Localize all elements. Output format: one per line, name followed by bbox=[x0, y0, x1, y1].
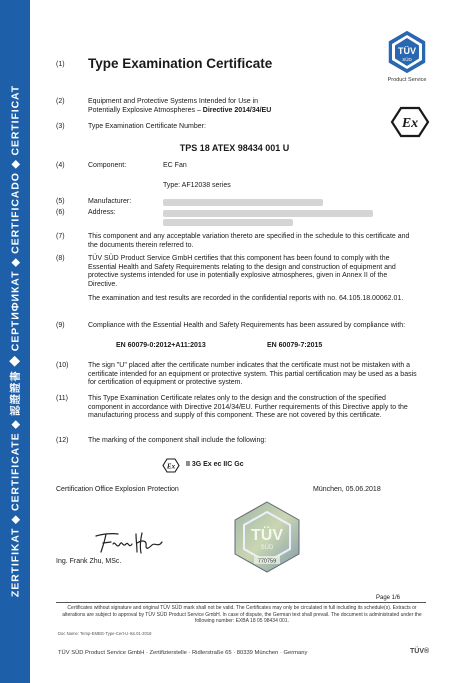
svg-text:Ex: Ex bbox=[166, 462, 176, 471]
component-value: EC Fan bbox=[163, 162, 187, 169]
item-number: (3) bbox=[56, 123, 65, 130]
item-number: (10) bbox=[56, 362, 69, 369]
address-value-redacted bbox=[163, 219, 293, 226]
footer-disclaimer: Certificates without signature and original TÜV SÜD mark shall not be valid. The Certificates may only be circulated in full including its schedule(s). Extracts or alterations are subject to approval by TÜV SÜD Product Service GmbH. In case of dispute, the German text shall prevail. The document is administrated under the following number: EXBA 18 05 98434 001. bbox=[62, 605, 422, 624]
compliance-text: TÜV SÜD Product Service GmbH certifies that this component has been found to comply with the Essential Health and Safety Requirements relating to the design and construction of equipment and protective systems intended for use in potentially explosive atmospheres, given in Annex II of the Directive. bbox=[88, 255, 396, 288]
footer-tuv-mark: TÜV® bbox=[410, 648, 430, 655]
seal-sub: SÜD bbox=[260, 545, 274, 551]
item-number: (5) bbox=[56, 198, 65, 205]
certificate-number: TPS 18 ATEX 98434 001 U bbox=[179, 143, 290, 153]
item-number: (11) bbox=[56, 395, 68, 402]
item-number: (7) bbox=[56, 233, 65, 240]
signatory-name: Ing. Frank Zhu, MSc. bbox=[56, 558, 122, 565]
scope-text: This Type Examination Certificate relates only to the design and the construction of the specified component in accordance with Directive 2014/34/EU. Further requirements of this Directive apply to the manufacturing process and supply of this component. These are not covered by this certificate. bbox=[88, 395, 408, 420]
certificate-sidebar-band bbox=[0, 0, 30, 683]
logo-sub: SÜD bbox=[402, 57, 412, 62]
doc-name: Doc Name: Temp-EMBG-Type-Cert-U-Iss.01-2018 bbox=[58, 631, 152, 636]
sidebar-text: ZERTIFIKAT ◆ CERTIFICATE ◆ 認證證書 ◆ СЕРТИФИКАТ ◆ CERTIFICADO ◆ CERTIFICAT bbox=[9, 84, 22, 598]
cert-number-label: Type Examination Certificate Number: bbox=[88, 123, 206, 130]
place-date: München, 05.06.2018 bbox=[313, 486, 381, 493]
marking-intro: The marking of the component shall include the following: bbox=[88, 437, 267, 444]
ex-symbol-text: Ex bbox=[401, 116, 419, 131]
address-value-redacted bbox=[163, 210, 373, 217]
tuv-hologram-seal-icon bbox=[232, 500, 302, 574]
component-label: Component: bbox=[88, 162, 127, 169]
marking-code: II 3G Ex ec IIC Gc bbox=[186, 461, 244, 468]
manufacturer-label: Manufacturer: bbox=[88, 198, 132, 205]
item-number: (1) bbox=[56, 61, 65, 68]
certification-office: Certification Office Explosion Protection bbox=[56, 486, 179, 493]
sign-u-text: The sign "U" placed after the certificate number indicates that the certificate must not be mistaken with a certificate intended for an equipment or protective system. This partial certification may be used as a basis for certification of equipment or protective system. bbox=[88, 362, 417, 387]
page-number: Page 1/6 bbox=[376, 595, 401, 601]
tuv-sud-logo-icon bbox=[384, 29, 430, 75]
item-number: (8) bbox=[56, 255, 65, 262]
component-type: Type: AF12038 series bbox=[163, 182, 231, 189]
product-service-label: Product Service bbox=[387, 77, 427, 83]
footer-divider bbox=[56, 602, 426, 603]
ex-marking-icon bbox=[162, 458, 180, 473]
footer-address: TÜV SÜD Product Service GmbH · Zertifizierstelle · Ridlerstraße 65 · 80339 München · Germany bbox=[58, 650, 308, 656]
standard-1: EN 60079-0:2012+A11:2013 bbox=[116, 342, 206, 349]
logo-text: TÜV bbox=[398, 46, 416, 56]
directive-text: Equipment and Protective Systems Intended for Use in Potentially Explosive Atmospheres – Directive 2014/34/EU bbox=[88, 98, 272, 114]
handwritten-signature bbox=[92, 528, 172, 556]
ex-hexagon-icon bbox=[390, 106, 430, 138]
report-text: The examination and test results are recorded in the confidential reports with no. 64.105.18.00062.01. bbox=[88, 295, 404, 302]
item-number: (6) bbox=[56, 209, 65, 216]
item-number: (4) bbox=[56, 162, 65, 169]
address-label: Address: bbox=[88, 209, 116, 216]
page-title: Type Examination Certificate bbox=[88, 56, 273, 71]
item-number: (9) bbox=[56, 322, 65, 329]
seal-number: 770759 bbox=[257, 558, 277, 565]
schedule-text: This component and any acceptable variation thereto are specified in the schedule to this certificate and the documents therein referred to. bbox=[88, 233, 410, 249]
item-number: (2) bbox=[56, 98, 65, 105]
standards-intro: Compliance with the Essential Health and Safety Requirements has been assured by compliance with: bbox=[88, 322, 406, 329]
manufacturer-value-redacted bbox=[163, 199, 323, 206]
standard-2: EN 60079-7:2015 bbox=[267, 342, 323, 349]
item-number: (12) bbox=[56, 437, 69, 444]
seal-text: TÜV bbox=[251, 527, 283, 544]
